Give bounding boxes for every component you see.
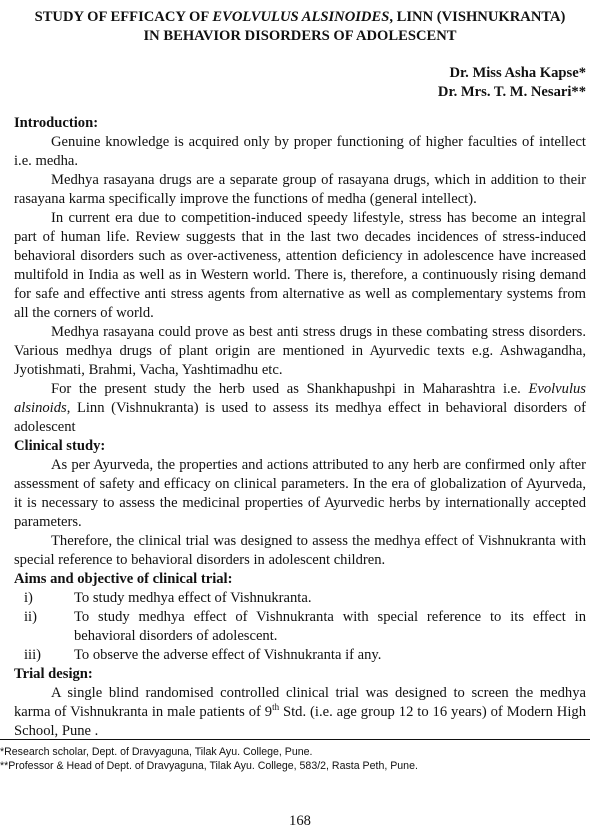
- title-line-1: STUDY OF EFFICACY OF EVOLVULUS ALSINOIDES, LINN (VISHNUKRANTA): [34, 9, 566, 25]
- page-number: 168: [289, 813, 311, 829]
- section-trial-design: [14, 665, 586, 741]
- aim-number: iii): [24, 647, 42, 663]
- introduction-heading: Introduction:: [14, 115, 99, 131]
- author-1: Dr. Miss Asha Kapse*: [449, 65, 586, 81]
- clinical-paragraph-2: Therefore, the clinical trial was designed to assess the medhya effect of Vishnukranta with special reference to behavioral disorders in adolescent children.: [14, 533, 586, 568]
- intro-paragraph-1: Genuine knowledge is acquired only by proper functioning of higher faculties of intellect i.e. medha.: [14, 134, 586, 169]
- title-line-2: IN BEHAVIOR DISORDERS OF ADOLESCENT: [143, 28, 457, 44]
- ordinal-suffix: th: [272, 702, 280, 713]
- clinical-paragraph-1: As per Ayurveda, the properties and actions attributed to any herb are confirmed only after assessment of safety and efficacy on clinical parameters. In the era of globalization of Ayurveda, it is necessary to assess the medicinal properties of Ayurvedic herbs by internationally accepted parameters.: [14, 457, 586, 530]
- trial-design-heading: Trial design:: [14, 666, 93, 682]
- intro-paragraph-5: For the present study the herb used as Shankhapushpi in Maharashtra i.e. Evolvulus alsinoids, Linn (Vishnukranta) is used to assess its medhya effect in behavioral disorders of adolescent: [14, 381, 586, 435]
- aims-list-item: [14, 608, 586, 646]
- footnotes: [0, 745, 418, 773]
- trial-paragraph-1: A single blind randomised controlled clinical trial was designed to screen the medhya karma of Vishnukranta in male patients of 9th Std. (i.e. age group 12 to 16 years) of Modern High School, Pune .: [14, 685, 586, 739]
- author-2: Dr. Mrs. T. M. Nesari**: [437, 84, 586, 100]
- footnote-divider: [0, 739, 590, 740]
- aim-text: To study medhya effect of Vishnukranta with special reference to its effect in behavioral disorders of adolescent.: [74, 609, 586, 644]
- aims-list: [14, 589, 586, 665]
- aim-number: i): [24, 590, 33, 606]
- intro-paragraph-4: Medhya rasayana could prove as best anti stress drugs in these combating stress disorders. Various medhya drugs of plant origin are mentioned in Ayurvedic texts e.g. Ashwagandha, Jyotishmati, Brahmi, Vacha, Yashtimadhu etc.: [14, 324, 586, 378]
- aims-list-item: [14, 646, 586, 665]
- intro-paragraph-2: Medhya rasayana drugs are a separate group of rasayana drugs, which in addition to their rasayana karma specifically improve the functions of medha (general intellect).: [14, 172, 586, 207]
- footnote-2: **Professor & Head of Dept. of Dravyaguna, Tilak Ayu. College, 583/2, Rasta Peth, Pune.: [0, 760, 418, 772]
- footnote-1: *Research scholar, Dept. of Dravyaguna, Tilak Ayu. College, Pune.: [0, 746, 313, 758]
- section-introduction: [14, 114, 586, 437]
- section-clinical-study: [14, 437, 586, 570]
- clinical-study-heading: Clinical study:: [14, 438, 106, 454]
- author-block: [14, 64, 586, 102]
- aims-list-item: [14, 589, 586, 608]
- title-species-name: EVOLVULUS ALSINOIDES: [212, 9, 390, 25]
- aim-number: ii): [24, 609, 37, 625]
- species-name: Evolvulus alsinoids: [14, 381, 586, 416]
- aim-text: To observe the adverse effect of Vishnukranta if any.: [74, 647, 382, 663]
- paper-title: [14, 8, 586, 46]
- aim-text: To study medhya effect of Vishnukranta.: [74, 590, 312, 606]
- aims-heading: Aims and objective of clinical trial:: [14, 571, 233, 587]
- intro-paragraph-3: In current era due to competition-induced speedy lifestyle, stress has become an integral part of human life. Review suggests that in the last two decades incidences of stress-induced behavioral disorders such as over-activeness, attention deficiency in adolescence have increased multifold in India as well as in Western world. There is, therefore, a continuously rising demand for safe and effective anti stress agents from alternative as well as complementary systems from all the corners of world.: [14, 210, 586, 321]
- section-aims: [14, 570, 586, 665]
